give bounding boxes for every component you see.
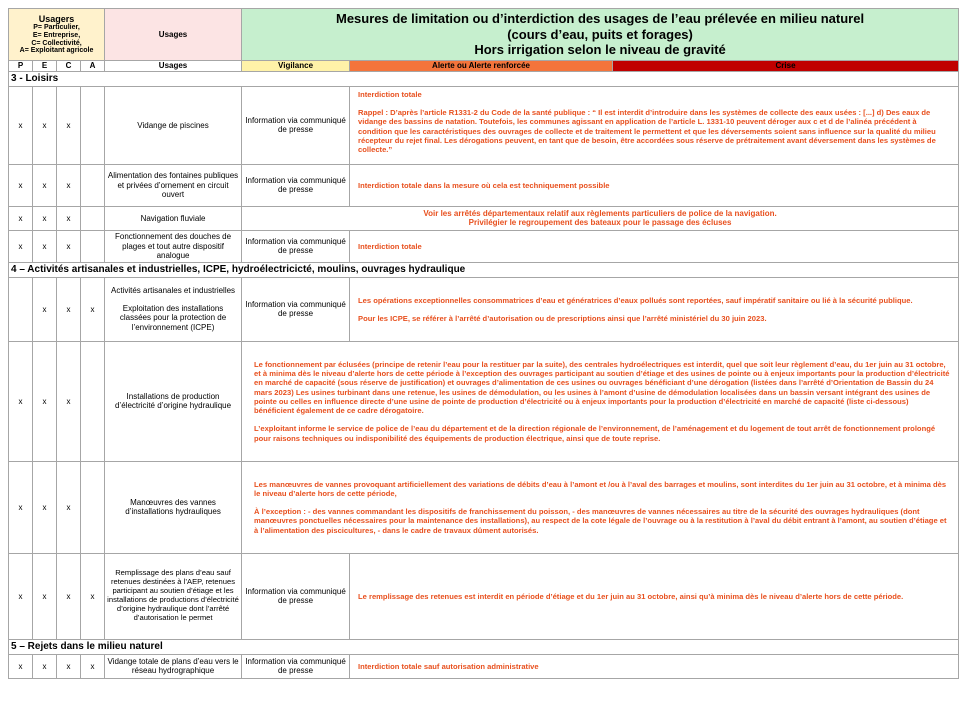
cell-p: x [9, 461, 33, 553]
cell-a: x [81, 277, 105, 341]
title-line-1: Mesures de limitation ou d’interdiction des usages de l’eau prélevée en milieu naturel [336, 11, 865, 26]
usage-cell: Vidange totale de plans d’eau vers le réseau hydrographique [105, 654, 242, 678]
usagers-legend-c: C= Collectivité, [31, 39, 82, 47]
cell-c: x [57, 164, 81, 206]
table-row [9, 341, 959, 461]
table-row [9, 86, 959, 164]
cell-a [81, 86, 105, 164]
col-a: A [81, 60, 105, 71]
usage-text: Activités artisanales et industrielles [111, 286, 236, 296]
cell-p: x [9, 164, 33, 206]
usage-text: Exploitation des installations classées pour la protection de l’environnement (ICPE) [119, 303, 227, 332]
cell-c: x [57, 86, 81, 164]
page-title [242, 9, 959, 61]
cell-c: x [57, 206, 81, 230]
measure-text: Rappel : D’après l’article R1331-2 du Code de la santé publique : “ Il est interdit d’introduire dans les systèmes de collecte des eaux usées : [...] d) Des eaux de vidange des bassins de natation. Toutefois, les communes agissant en application de l’article L. 1331-10 peuvent déroger aux c et d de l’alinéa précédent à condition que les caractéristiques des ouvrages de collecte et de traitement le permettent et que les déversements soient sans influence sur la qualité du milieu récepteur du rejet final. Les dérogations peuvent, en tant que de besoin, être accordées sous réserve de prétraitement avant déversement dans les systèmes de collecte.” [358, 108, 936, 155]
usagers-title: Usagers [38, 13, 75, 24]
column-header-row [9, 60, 959, 71]
measure-text: L’exploitant informe le service de police de l’eau du département et de la direction régionale de l’environnement, de l’aménagement et du logement de tout arrêt de fonctionnement prolongé pour raisons techniques ou indisponibilité des équipements de production électrique, ainsi que de toute reprise. [254, 424, 936, 443]
cell-a [81, 164, 105, 206]
usagers-legend-a: A= Exploitant agricole [19, 47, 94, 55]
measure-cell [350, 86, 959, 164]
measure-cell [350, 277, 959, 341]
title-line-2: (cours d’eau, puits et forages) [507, 26, 693, 42]
usagers-legend-p: P= Particulier, [33, 24, 80, 32]
usage-cell: Remplissage des plans d’eau sauf retenues destinées à l’AEP, retenues participant au soutien d’étiage et les installations de productions d’électricité d’origine hydraulique dont l’arrêté d’autorisation le permet [105, 553, 242, 639]
measure-text: Le fonctionnement par éclusées (principe de retenir l’eau pour la restituer par la suite), des centrales hydroélectriques est interdit, quel que soit leur règlement d’eau, du 1er juin au 31 octobre, et à minima dès le niveau d’alerte hors de cette période à l’exception des ouvrages participant au soutien d’étiage et des usines de pointe ou à enjeux importants pour la production d’électricité en marché de capacité (sous réserve de justification) et ouvrages d’alimentation de ces usines ou ouvrages bénéficiant d’une dérogation (listées dans l’arrêté d’Orientation de Bassin du 24 mars 2023) Les usines turbinant dans une retenue, les usines de démodulation, ou les usines à l’amont d’usine de démodulation localisées dans un bassin versant intégrant des usines de pointe ou celles en influence directe d’une usine de pointe de production d’électricité ou à enjeux importants pour la production d’électricité en marché de capacité (liste ci-dessous) bénéficient également de ce cadre dérogatoire. [254, 359, 950, 416]
cell-a [81, 341, 105, 461]
measure-text: Le remplissage des retenues est interdit en période d’étiage et du 1er juin au 31 octobre, ainsi qu’à minima dès le niveau d’alerte hors de cette période. [358, 591, 904, 601]
cell-p [9, 277, 33, 341]
table-row [9, 277, 959, 341]
cell-p: x [9, 553, 33, 639]
usage-cell: Vidange de piscines [105, 86, 242, 164]
cell-e: x [33, 341, 57, 461]
measure-text: Interdiction totale [358, 241, 422, 251]
cell-p: x [9, 86, 33, 164]
table-row [9, 654, 959, 678]
cell-e: x [33, 461, 57, 553]
measure-text: Les opérations exceptionnelles consommatrices d’eau et génératrices d’eaux pollués sont reportées, sauf impératif sanitaire ou lié à la sécurité publique. [358, 295, 913, 305]
cell-a [81, 206, 105, 230]
cell-a [81, 461, 105, 553]
cell-p: x [9, 206, 33, 230]
cell-p: x [9, 230, 33, 262]
measure-text: Privilégier le regroupement des bateaux pour le passage des écluses [468, 218, 732, 228]
cell-a [81, 230, 105, 262]
cell-e: x [33, 86, 57, 164]
measure-text: À l’exception : - des vannes commandant les dispositifs de franchissement du poisson, - des manœuvres de vannes nécessaires au titre de la sécurité des ouvrages hydrauliques (dont manœuvres ponctuelles nécessaires pour la maintenance des installations), au respect de la cote légale de l’ouvrage ou à la restitution à l’aval du débit entrant à l’amont, au soutien d’étiage et à l’alimentation des piscicultures, - dans le cadre de travaux dûment autorisés. [254, 507, 947, 535]
section-header [9, 639, 959, 654]
cell-c: x [57, 341, 81, 461]
vigilance-cell: Information via communiqué de presse [242, 230, 350, 262]
cell-e: x [33, 230, 57, 262]
cell-p: x [9, 654, 33, 678]
cell-c: x [57, 277, 81, 341]
table-row [9, 164, 959, 206]
measure-cell [242, 461, 959, 553]
section-3-title: 3 - Loisirs [9, 71, 959, 86]
col-crise: Crise [613, 60, 959, 71]
measure-text: Interdiction totale dans la mesure où cela est techniquement possible [358, 180, 610, 190]
col-e: E [33, 60, 57, 71]
measure-text: Pour les ICPE, se référer à l’arrêté d’autorisation ou de prescriptions ainsi que l’arrêté ministériel du 30 juin 2023. [358, 313, 767, 323]
col-c: C [57, 60, 81, 71]
table-row [9, 461, 959, 553]
vigilance-cell: Information via communiqué de presse [242, 277, 350, 341]
usage-cell: Fonctionnement des douches de plages et tout autre dispositif analogue [105, 230, 242, 262]
cell-a: x [81, 553, 105, 639]
cell-e: x [33, 164, 57, 206]
measure-cell [350, 553, 959, 639]
measure-cell [350, 164, 959, 206]
usage-cell: Manœuvres des vannes d’installations hydrauliques [105, 461, 242, 553]
usage-cell: Alimentation des fontaines publiques et privées d’ornement en circuit ouvert [105, 164, 242, 206]
vigilance-cell: Information via communiqué de presse [242, 654, 350, 678]
usage-cell: Installations de production d’électricité d’origine hydraulique [105, 341, 242, 461]
table-row [9, 206, 959, 230]
measure-cell [242, 341, 959, 461]
cell-e: x [33, 206, 57, 230]
cell-p: x [9, 341, 33, 461]
col-vigilance: Vigilance [242, 60, 350, 71]
cell-e: x [33, 553, 57, 639]
restriction-table [8, 8, 959, 679]
measure-text: Interdiction totale [358, 89, 422, 99]
vigilance-cell: Information via communiqué de presse [242, 86, 350, 164]
measure-text: Les manœuvres de vannes provoquant artificiellement des variations de débits d’eau à l’amont et /ou à l’aval des barrages et moulins, sont interdites du 1er juin au 31 octobre, et à minima dès le niveau d’alerte hors de cette période, [254, 479, 947, 498]
title-line-3: Hors irrigation selon le niveau de gravité [474, 42, 726, 58]
table-row [9, 230, 959, 262]
usagers-legend-e: E= Entreprise, [32, 32, 81, 39]
usage-cell: Navigation fluviale [105, 206, 242, 230]
measure-cell [350, 230, 959, 262]
measure-cell [242, 206, 959, 230]
cell-a: x [81, 654, 105, 678]
measure-text: Voir les arrêtés départementaux relatif aux règlements particuliers de police de la navigation. [423, 208, 777, 218]
vigilance-cell: Information via communiqué de presse [242, 164, 350, 206]
measure-text: Interdiction totale sauf autorisation administrative [358, 661, 539, 671]
cell-c: x [57, 553, 81, 639]
cell-e: x [33, 277, 57, 341]
col-p: P [9, 60, 33, 71]
header-row [9, 9, 959, 61]
table-row [9, 553, 959, 639]
section-5-title: 5 – Rejets dans le milieu naturel [9, 639, 959, 654]
cell-c: x [57, 461, 81, 553]
usage-cell [105, 277, 242, 341]
col-alerte: Alerte ou Alerte renforcée [350, 60, 613, 71]
section-4-title: 4 – Activités artisanales et industrielles, ICPE, hydroélectricicté, moulins, ouvrages hydraulique [9, 262, 959, 277]
cell-c: x [57, 654, 81, 678]
restriction-table-page [8, 8, 968, 679]
col-usages: Usages [105, 60, 242, 71]
section-header [9, 71, 959, 86]
section-header [9, 262, 959, 277]
cell-c: x [57, 230, 81, 262]
usages-header: Usages [105, 9, 242, 61]
cell-e: x [33, 654, 57, 678]
measure-cell [350, 654, 959, 678]
vigilance-cell: Information via communiqué de presse [242, 553, 350, 639]
usagers-header [9, 9, 105, 61]
